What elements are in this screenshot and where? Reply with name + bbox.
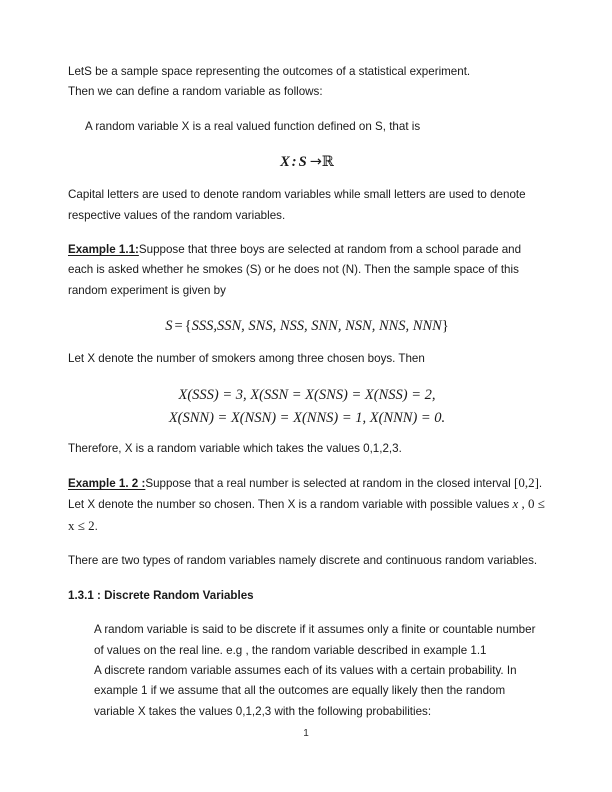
therefore-paragraph: Therefore, X is a random variable which takes the values 0,1,2,3. <box>68 441 402 455</box>
two-types-paragraph: There are two types of random variables namely discrete and continuous random variables. <box>68 554 538 568</box>
example-1-2-value-variable: x <box>512 496 519 512</box>
definition-paragraph: A random variable X is a real valued function defined on S, that is <box>85 119 421 133</box>
x-values-display <box>68 384 546 429</box>
page-number: 1 <box>303 728 309 739</box>
example-1-2-text-after: . Let X denote the number so chosen. Then X is a random variable with possible values <box>68 477 543 512</box>
intro-line-2: Then we can define a random variable as follows: <box>68 85 323 99</box>
example-1-1-text: Suppose that three boys are selected at random from a school parade and each is asked whether he smokes (S) or he does not (N). Then the sample space of this random experiment is given by <box>68 243 522 297</box>
intro-paragraph <box>68 62 546 103</box>
capital-letters-paragraph: Capital letters are used to denote random variables while small letters are used to denote respective values of the random variables. <box>68 188 526 222</box>
math-mapping-colon: : <box>291 154 297 171</box>
example-1-2-paragraph <box>68 473 546 537</box>
sample-space-equals: = <box>174 318 183 335</box>
math-mapping-domain: S <box>298 154 307 171</box>
section-heading-1-3-1: 1.3.1 : Discrete Random Variables <box>68 588 254 602</box>
math-mapping-codomain: ℝ <box>321 154 334 171</box>
example-1-2-label: Example 1. 2 : <box>68 477 146 491</box>
page-content <box>68 62 546 736</box>
x-values-line-1: X(SSS) = 3, X(SSN = X(SNS) = X(NSS) = 2, <box>178 386 436 403</box>
sample-space-open-brace: { <box>184 318 192 335</box>
intro-line-1: LetS be a sample space representing the outcomes of a statistical experiment. <box>68 65 471 78</box>
let-x-denote-paragraph: Let X denote the number of smokers among three chosen boys. Then <box>68 352 425 366</box>
example-1-1-label: Example 1.1: <box>68 243 139 257</box>
discrete-paragraph-1: A random variable is said to be discrete if it assumes only a finite or countable number of values on the real line. e.g , the random variable described in example 1.1 <box>94 623 536 657</box>
sample-space-close-brace: } <box>441 318 449 335</box>
sample-space-elements: SSS,SSN, SNS, NSS, SNN, NSN, NNS, NNN <box>191 318 442 335</box>
discrete-paragraph-2: A discrete random variable assumes each of its values with a certain probability. In example 1 if we assume that all the outcomes are equally likely then the random variable X takes the values 0,1,2,3 with the following probabilities: <box>94 663 517 718</box>
math-mapping-variable: X <box>280 154 290 171</box>
math-mapping-arrow: → <box>309 154 322 171</box>
example-1-2-text-before: Suppose that a real number is selected at random in the closed interval <box>145 477 514 491</box>
sample-space-display <box>68 315 546 337</box>
math-mapping-display <box>68 151 546 173</box>
example-1-1-paragraph <box>68 240 546 301</box>
example-1-2-interval: [0,2] <box>513 475 539 491</box>
example-1-2-value-range: , 0 ≤ x ≤ 2 <box>68 496 545 533</box>
example-1-2-text-end: . <box>94 519 98 533</box>
sample-space-lhs: S <box>165 318 173 335</box>
x-values-line-2: X(SNN) = X(NSN) = X(NNS) = 1, X(NNN) = 0. <box>168 409 446 426</box>
